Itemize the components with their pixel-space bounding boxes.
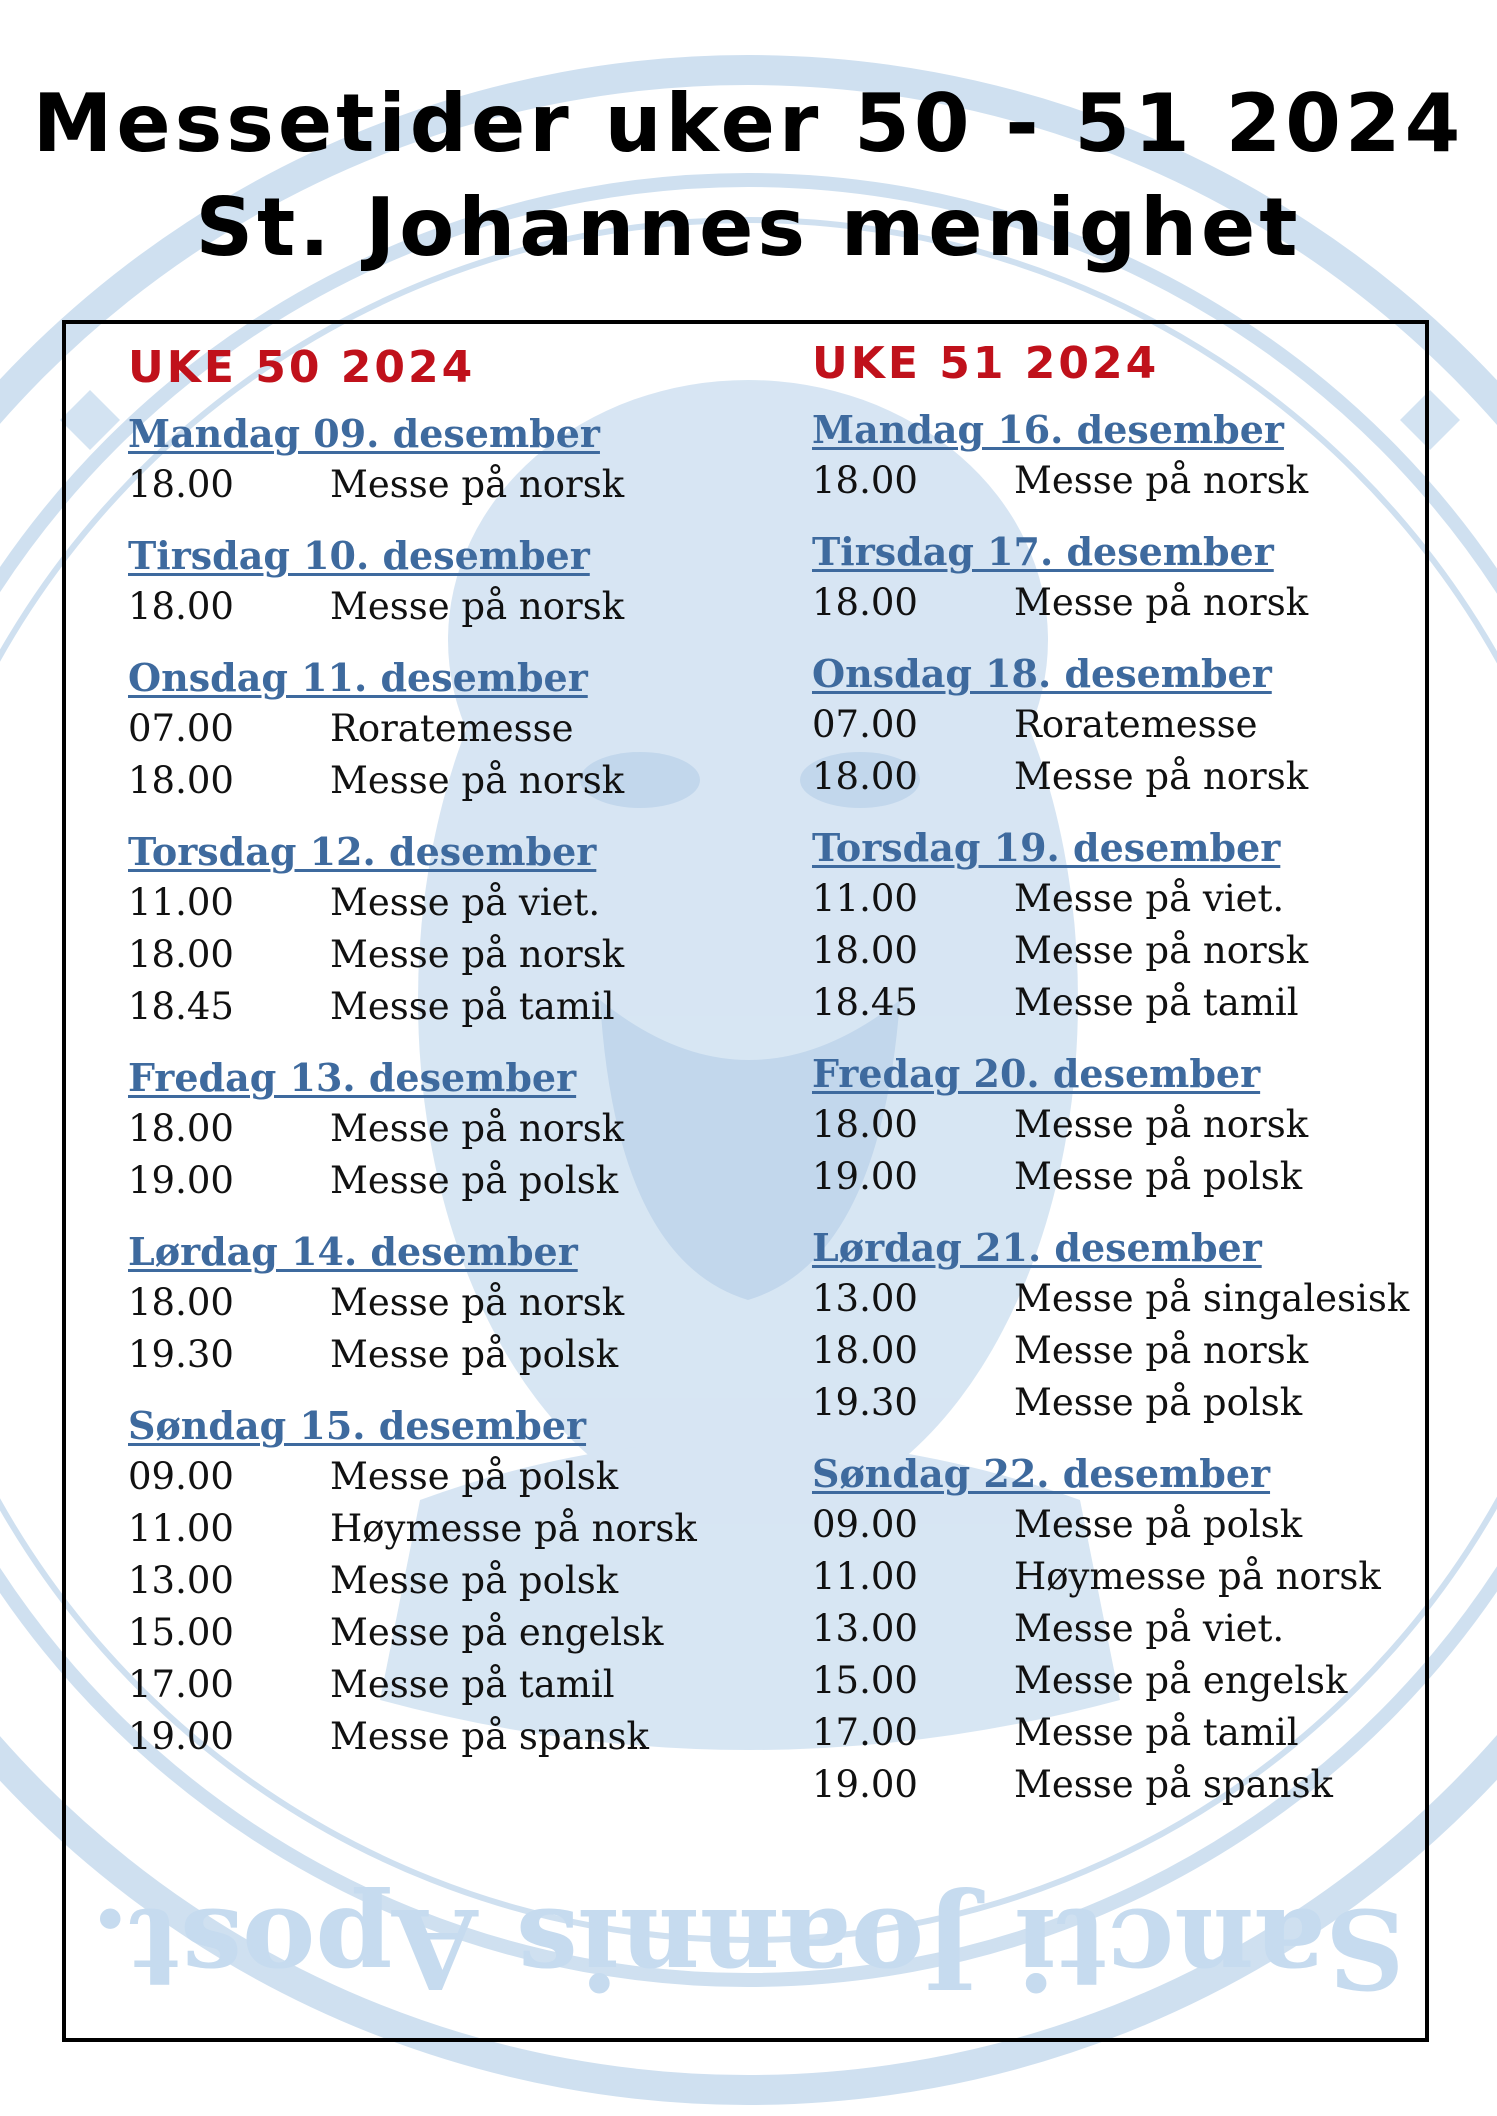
service-description: Messe på polsk	[330, 1158, 619, 1202]
day-title: Mandag 16. desember	[812, 407, 1284, 452]
service-row	[128, 1658, 758, 1710]
service-description: Messe på polsk	[1014, 1154, 1303, 1198]
service-description: Messe på norsk	[330, 932, 625, 976]
service-row	[128, 1276, 758, 1328]
service-row	[812, 576, 1442, 628]
service-row	[128, 458, 758, 510]
service-description: Messe på engelsk	[330, 1610, 664, 1654]
service-row	[812, 1602, 1442, 1654]
service-row	[812, 1654, 1442, 1706]
service-row	[812, 454, 1442, 506]
service-row	[812, 1324, 1442, 1376]
service-time: 18.00	[128, 1280, 234, 1324]
day-title: Lørdag 21. desember	[812, 1225, 1262, 1270]
service-time: 18.00	[812, 458, 918, 502]
service-row	[812, 698, 1442, 750]
day-block	[812, 1224, 1442, 1428]
week-column-50	[128, 338, 758, 1784]
day-block	[812, 824, 1442, 1028]
service-description: Messe på singalesisk	[1014, 1276, 1410, 1320]
service-time: 13.00	[812, 1276, 918, 1320]
service-description: Messe på spansk	[1014, 1762, 1333, 1806]
service-description: Messe på viet.	[330, 880, 601, 924]
service-time: 18.00	[812, 928, 918, 972]
service-time: 11.00	[812, 1554, 918, 1598]
service-time: 19.00	[812, 1762, 918, 1806]
day-block	[128, 410, 758, 510]
service-time: 13.00	[812, 1606, 918, 1650]
service-description: Messe på norsk	[330, 462, 625, 506]
service-time: 19.30	[128, 1332, 234, 1376]
title-line-2: St. Johannes menighet	[195, 181, 1302, 274]
service-row	[128, 1328, 758, 1380]
day-block	[812, 406, 1442, 506]
service-time: 09.00	[128, 1454, 234, 1498]
service-description: Messe på polsk	[1014, 1502, 1303, 1546]
day-title: Tirsdag 10. desember	[128, 533, 590, 578]
service-time: 19.30	[812, 1380, 918, 1424]
service-description: Messe på norsk	[330, 1106, 625, 1150]
service-row	[812, 924, 1442, 976]
service-row	[128, 702, 758, 754]
week-column-51	[812, 334, 1442, 1832]
service-time: 18.00	[128, 584, 234, 628]
service-description: Høymesse på norsk	[330, 1506, 697, 1550]
week-heading: UKE 50 2024	[128, 342, 476, 393]
page-title	[0, 72, 1497, 280]
service-row	[812, 976, 1442, 1028]
service-description: Messe på tamil	[1014, 1710, 1299, 1754]
service-time: 18.45	[128, 984, 234, 1028]
service-time: 19.00	[128, 1714, 234, 1758]
service-description: Messe på polsk	[330, 1558, 619, 1602]
day-block	[128, 828, 758, 1032]
service-description: Messe på viet.	[1014, 876, 1285, 920]
service-time: 09.00	[812, 1502, 918, 1546]
day-title: Søndag 22. desember	[812, 1451, 1271, 1496]
service-description: Messe på norsk	[330, 758, 625, 802]
service-row	[128, 1154, 758, 1206]
service-row	[812, 872, 1442, 924]
service-time: 18.45	[812, 980, 918, 1024]
service-time: 15.00	[128, 1610, 234, 1654]
service-description: Messe på viet.	[1014, 1606, 1285, 1650]
service-row	[128, 928, 758, 980]
day-title: Tirsdag 17. desember	[812, 529, 1274, 574]
service-time: 18.00	[128, 932, 234, 976]
service-description: Messe på tamil	[1014, 980, 1299, 1024]
service-time: 07.00	[812, 702, 918, 746]
service-description: Messe på engelsk	[1014, 1658, 1348, 1702]
day-block	[128, 1054, 758, 1206]
service-description: Messe på norsk	[1014, 754, 1309, 798]
service-row	[812, 1272, 1442, 1324]
day-title: Mandag 09. desember	[128, 411, 600, 456]
day-block	[128, 1228, 758, 1380]
day-title: Onsdag 11. desember	[128, 655, 588, 700]
service-description: Messe på norsk	[330, 1280, 625, 1324]
service-description: Messe på tamil	[330, 1662, 615, 1706]
service-time: 11.00	[128, 880, 234, 924]
day-title: Fredag 20. desember	[812, 1051, 1261, 1096]
service-time: 18.00	[812, 580, 918, 624]
service-row	[812, 1550, 1442, 1602]
service-row	[128, 1450, 758, 1502]
service-description: Roratemesse	[1014, 702, 1258, 746]
service-description: Messe på spansk	[330, 1714, 649, 1758]
service-row	[128, 580, 758, 632]
service-description: Messe på norsk	[1014, 1102, 1309, 1146]
day-block	[128, 532, 758, 632]
service-description: Høymesse på norsk	[1014, 1554, 1381, 1598]
service-time: 18.00	[128, 462, 234, 506]
service-row	[128, 754, 758, 806]
seal-text: Sancti Joannis Apost.	[91, 1884, 1405, 2013]
service-time: 13.00	[128, 1558, 234, 1602]
service-time: 11.00	[812, 876, 918, 920]
service-description: Messe på norsk	[1014, 580, 1309, 624]
week-heading: UKE 51 2024	[812, 338, 1160, 389]
day-block	[812, 528, 1442, 628]
day-title: Torsdag 19. desember	[812, 825, 1281, 870]
service-time: 18.00	[812, 1102, 918, 1146]
service-description: Roratemesse	[330, 706, 574, 750]
service-time: 19.00	[812, 1154, 918, 1198]
service-description: Messe på norsk	[1014, 458, 1309, 502]
service-time: 15.00	[812, 1658, 918, 1702]
service-description: Messe på norsk	[1014, 1328, 1309, 1372]
day-title: Torsdag 12. desember	[128, 829, 597, 874]
service-row	[812, 1498, 1442, 1550]
service-time: 19.00	[128, 1158, 234, 1202]
service-description: Messe på norsk	[330, 584, 625, 628]
service-row	[128, 1606, 758, 1658]
day-block	[812, 1450, 1442, 1810]
service-time: 18.00	[128, 758, 234, 802]
service-time: 17.00	[128, 1662, 234, 1706]
service-row	[812, 750, 1442, 802]
service-time: 18.00	[812, 1328, 918, 1372]
day-block	[128, 1402, 758, 1762]
service-row	[128, 876, 758, 928]
service-row	[128, 980, 758, 1032]
service-time: 11.00	[128, 1506, 234, 1550]
day-title: Lørdag 14. desember	[128, 1229, 578, 1274]
service-row	[812, 1150, 1442, 1202]
service-row	[128, 1102, 758, 1154]
day-block	[812, 650, 1442, 802]
day-title: Fredag 13. desember	[128, 1055, 577, 1100]
day-block	[812, 1050, 1442, 1202]
service-time: 07.00	[128, 706, 234, 750]
service-row	[128, 1554, 758, 1606]
service-row	[128, 1710, 758, 1762]
title-line-1: Messetider uker 50 - 51 2024	[32, 77, 1465, 170]
day-title: Onsdag 18. desember	[812, 651, 1272, 696]
service-row	[812, 1706, 1442, 1758]
service-description: Messe på polsk	[330, 1332, 619, 1376]
service-time: 17.00	[812, 1710, 918, 1754]
service-row	[812, 1098, 1442, 1150]
service-description: Messe på polsk	[1014, 1380, 1303, 1424]
day-title: Søndag 15. desember	[128, 1403, 587, 1448]
service-time: 18.00	[128, 1106, 234, 1150]
service-description: Messe på norsk	[1014, 928, 1309, 972]
service-time: 18.00	[812, 754, 918, 798]
service-row	[128, 1502, 758, 1554]
service-row	[812, 1376, 1442, 1428]
day-block	[128, 654, 758, 806]
service-row	[812, 1758, 1442, 1810]
service-description: Messe på tamil	[330, 984, 615, 1028]
service-description: Messe på polsk	[330, 1454, 619, 1498]
